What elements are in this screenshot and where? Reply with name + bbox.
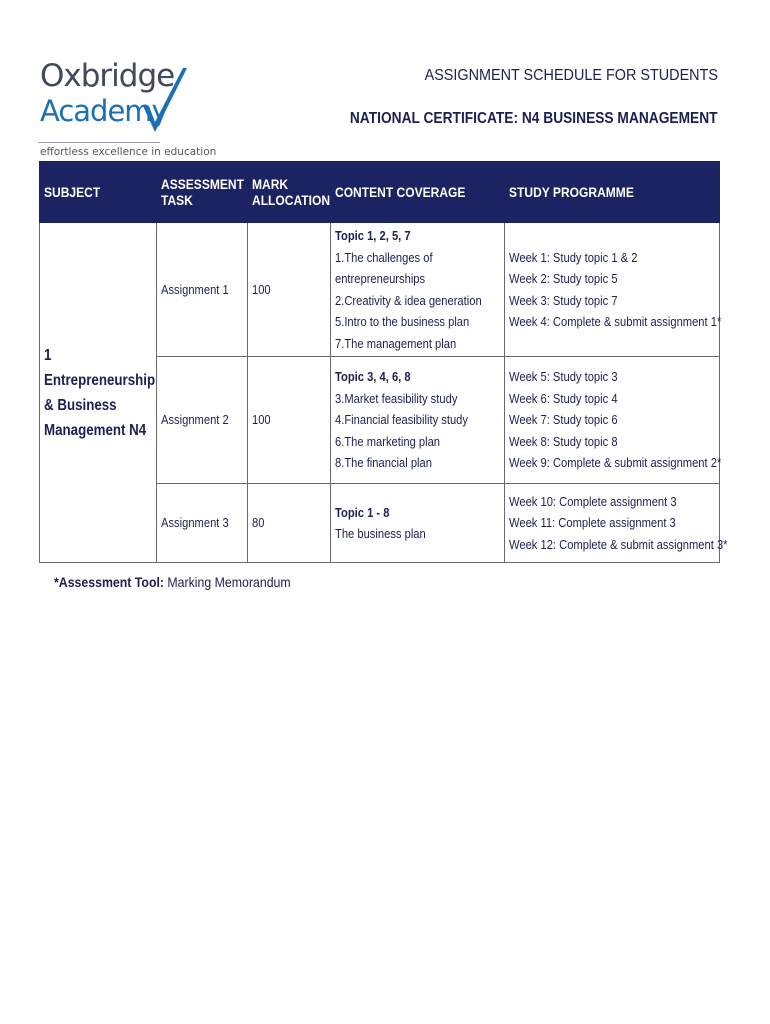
page-subtitle: NATIONAL CERTIFICATE: N4 BUSINESS MANAGEMENT: [350, 110, 718, 127]
study-cell: Week 1: Study topic 1 & 2 Week 2: Study topic 5 Week 3: Study topic 7 Week 4: Complete & submit assignment 1*: [505, 223, 720, 357]
assessment-task-cell: Assignment 1: [157, 223, 248, 357]
table-header-row: [40, 162, 720, 223]
col-study-programme: STUDY PROGRAMME: [505, 162, 720, 223]
assessment-tool-note: [54, 574, 323, 590]
study-cell: Week 10: Complete assignment 3 Week 11: Complete assignment 3 Week 12: Complete & submit assignment 3*: [505, 484, 720, 563]
col-mark-allocation: MARK ALLOCATION: [248, 162, 331, 223]
oxbridge-logo: [38, 58, 217, 162]
col-content-coverage: CONTENT COVERAGE: [331, 162, 505, 223]
content-cell: Topic 3, 4, 6, 8 3.Market feasibility study 4.Financial feasibility study 6.The marketing plan 8.The financial plan: [331, 357, 505, 484]
content-cell: Topic 1 - 8 The business plan: [331, 484, 505, 563]
mark-cell: 100: [248, 223, 331, 357]
assessment-task-cell: Assignment 2: [157, 357, 248, 484]
logo-line1: Oxbridge: [40, 58, 175, 94]
subject-cell: 1 Entrepreneurship & Business Management N4: [40, 223, 157, 563]
table-row: [40, 223, 720, 357]
assessment-task-cell: Assignment 3: [157, 484, 248, 563]
content-cell: Topic 1, 2, 5, 7 1.The challenges of entrepreneurships 2.Creativity & idea generation 5.Intro to the business plan 7.The management plan: [331, 223, 505, 357]
assessment-tool-value: Marking Memorandum: [167, 574, 291, 590]
page-title: ASSIGNMENT SCHEDULE FOR STUDENTS: [424, 67, 718, 84]
mark-cell: 100: [248, 357, 331, 484]
col-assessment-task: ASSESSMENT TASK: [157, 162, 248, 223]
mark-cell: 80: [248, 484, 331, 563]
logo-divider: [38, 142, 160, 143]
assignment-schedule-table: [39, 161, 728, 563]
assessment-tool-label: *Assessment Tool:: [54, 574, 164, 590]
logo-tagline: effortless excellence in education: [40, 146, 217, 158]
col-subject: SUBJECT: [40, 162, 157, 223]
study-cell: Week 5: Study topic 3 Week 6: Study topic 4 Week 7: Study topic 6 Week 8: Study topic 8 Week 9: Complete & submit assignment 2*: [505, 357, 720, 484]
logo-line2: Academy: [40, 94, 168, 128]
checkmark-icon: [141, 66, 191, 138]
